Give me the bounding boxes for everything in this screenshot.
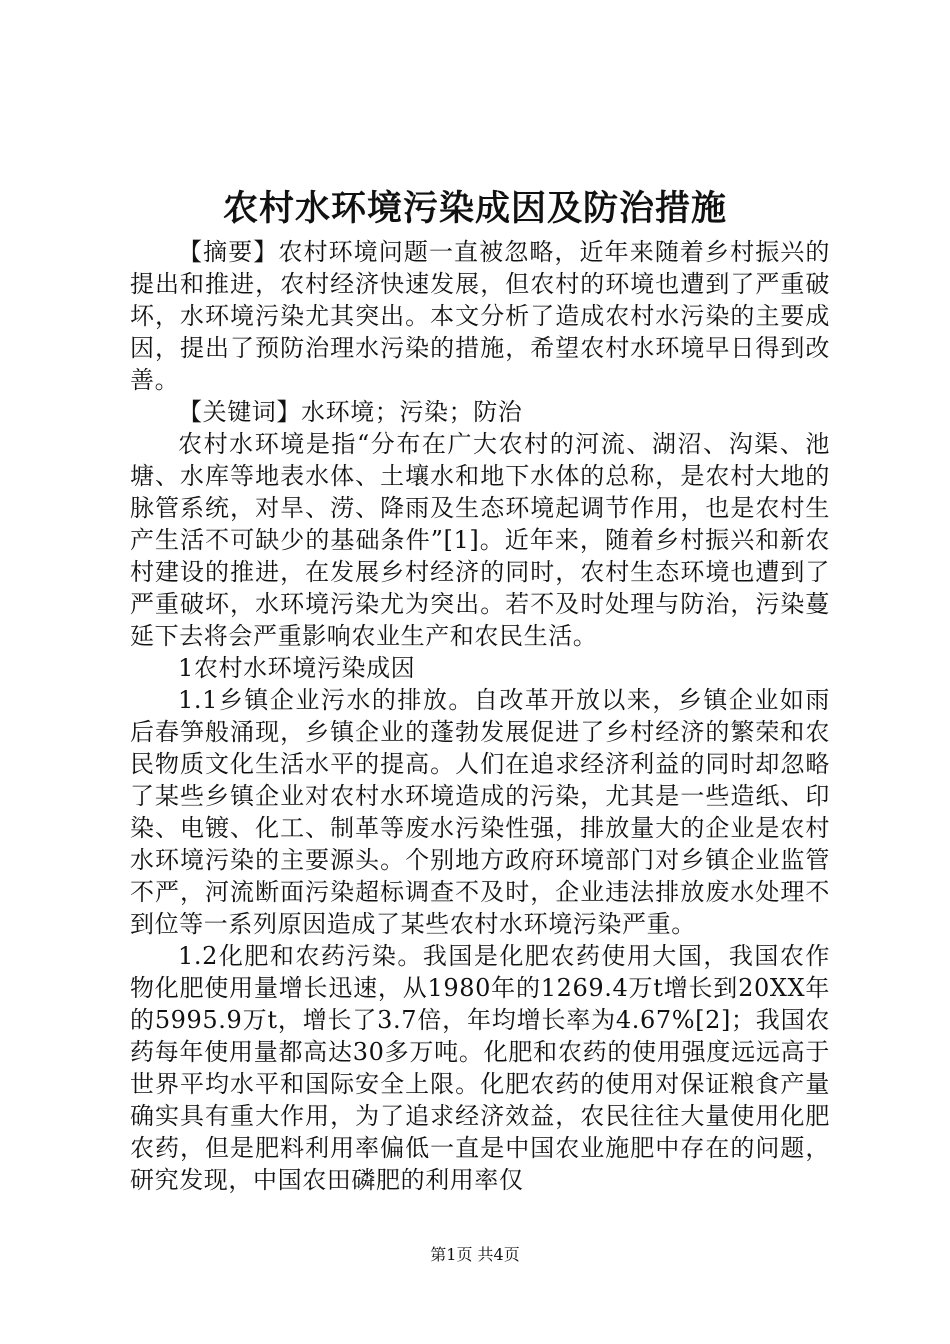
page-footer: 第1页 共4页 [430, 1245, 520, 1264]
document-body [130, 236, 830, 1196]
abstract-paragraph: 【摘要】农村环境问题一直被忽略，近年来随着乡村振兴的提出和推进，农村经济快速发展，但农村的环境也遭到了严重破坏，水环境污染尤其突出。本文分析了造成农村水污染的主要成因，提出了预防治理水污染的措施，希望农村水环境早日得到改善。 [130, 238, 830, 394]
intro-paragraph: 农村水环境是指“分布在广大农村的河流、湖沼、沟渠、池塘、水库等地表水体、土壤水和地下水体的总称，是农村大地的脉管系统，对旱、涝、降雨及生态环境起调节作用，也是农村生产生活不可缺少的基础条件”[1]。近年来，随着乡村振兴和新农村建设的推进，在发展乡村经济的同时，农村生态环境也遭到了严重破坏，水环境污染尤为突出。若不及时处理与防治，污染蔓延下去将会严重影响农业生产和农民生活。 [130, 430, 830, 650]
keywords-paragraph: 【关键词】水环境；污染；防治 [178, 398, 523, 426]
body-paragraph: 1.2化肥和农药污染。我国是化肥农药使用大国，我国农作物化肥使用量增长迅速，从1980年的1269.4万t增长到20XX年的5995.9万t，增长了3.7倍，年均增长率为4.67%[2]；我国农药每年使用量都高达30多万吨。化肥和农药的使用强度远远高于世界平均水平和国际安全上限。化肥农药的使用对保证粮食产量确实具有重大作用，为了追求经济效益，农民往往大量使用化肥农药，但是肥料利用率偏低一直是中国农业施肥中存在的问题，研究发现，中国农田磷肥的利用率仅 [130, 942, 830, 1194]
section-heading: 1农村水环境污染成因 [178, 654, 416, 682]
body-paragraph: 1.1乡镇企业污水的排放。自改革开放以来，乡镇企业如雨后春笋般涌现，乡镇企业的蓬勃发展促进了乡村经济的繁荣和农民物质文化生活水平的提高。人们在追求经济利益的同时却忽略了某些乡镇企业对农村水环境造成的污染，尤其是一些造纸、印染、电镀、化工、制革等废水污染性强，排放量大的企业是农村水环境污染的主要源头。个别地方政府环境部门对乡镇企业监管不严，河流断面污染超标调查不及时，企业违法排放废水处理不到位等一系列原因造成了某些农村水环境污染严重。 [130, 686, 830, 938]
document-title: 农村水环境污染成因及防治措施 [222, 188, 727, 229]
